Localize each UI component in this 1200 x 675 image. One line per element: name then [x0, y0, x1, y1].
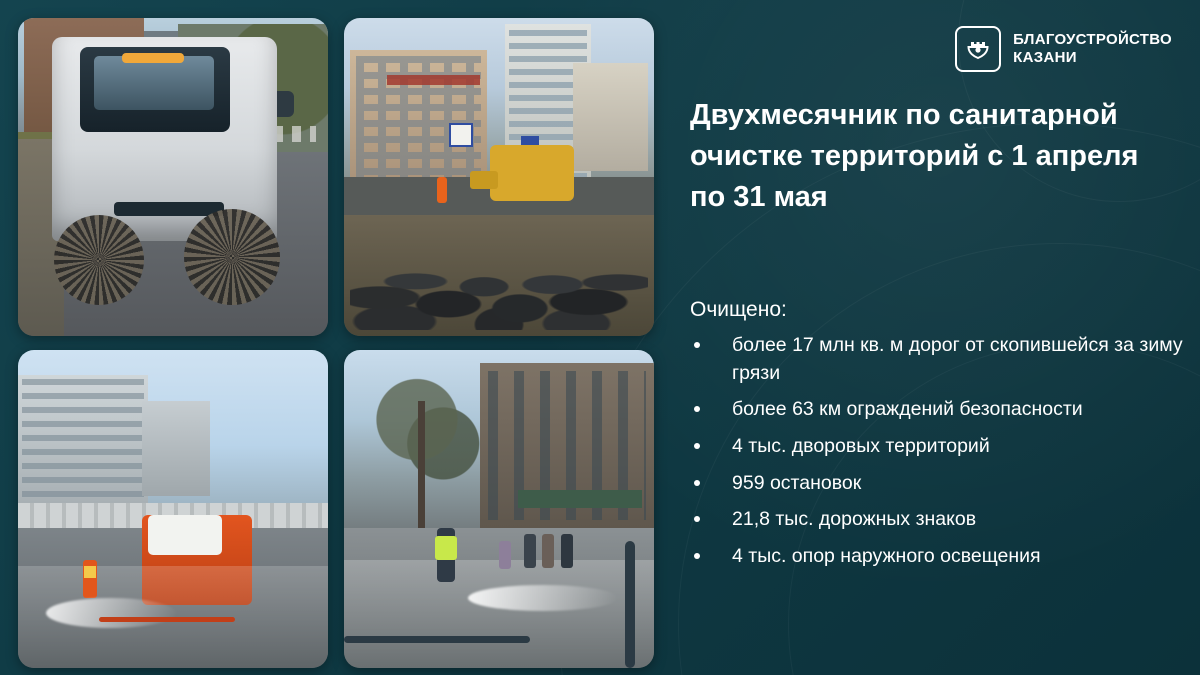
list-item — [690, 433, 1190, 461]
list-item — [690, 470, 1190, 498]
list-item-label: 4 тыс. опор наружного освещения — [732, 545, 1041, 568]
list-item-label: 959 остановок — [732, 471, 862, 494]
photo-sidewalk-washing — [344, 350, 654, 668]
photo-garbage-bags — [344, 18, 654, 336]
kazan-emblem-icon — [955, 26, 1001, 72]
bullet-dot-icon — [694, 342, 700, 348]
list-item-label: 4 тыс. дворовых территорий — [732, 435, 990, 458]
list-item — [690, 506, 1190, 534]
list-item — [690, 543, 1190, 571]
list-item — [690, 332, 1190, 387]
photo-grid — [18, 18, 658, 658]
photo-washing-truck — [18, 350, 328, 668]
brand-line-1: БЛАГОУСТРОЙСТВО — [1013, 31, 1172, 49]
list-item — [690, 396, 1190, 424]
brand-line-2: КАЗАНИ — [1013, 49, 1077, 66]
list-item-label: 21,8 тыс. дорожных знаков — [732, 508, 977, 531]
list-item-label: более 17 млн кв. м дорог от скопившейся за зиму грязи — [732, 334, 1183, 384]
cleaned-list — [690, 332, 1190, 580]
list-item-label: более 63 км ограждений безопасности — [732, 398, 1083, 421]
bullet-dot-icon — [694, 553, 700, 559]
content-panel — [690, 0, 1190, 675]
slide-title: Двухмесячник по санитарной очистке территорий с 1 апреля по 31 мая — [690, 99, 1139, 214]
bullet-dot-icon — [694, 443, 700, 449]
brand-text — [1013, 31, 1172, 66]
brand-logo — [955, 26, 1172, 72]
bullet-dot-icon — [694, 480, 700, 486]
cleaned-label: Очищено: — [690, 298, 787, 321]
bullet-dot-icon — [694, 406, 700, 412]
bullet-dot-icon — [694, 516, 700, 522]
photo-street-sweeper — [18, 18, 328, 336]
